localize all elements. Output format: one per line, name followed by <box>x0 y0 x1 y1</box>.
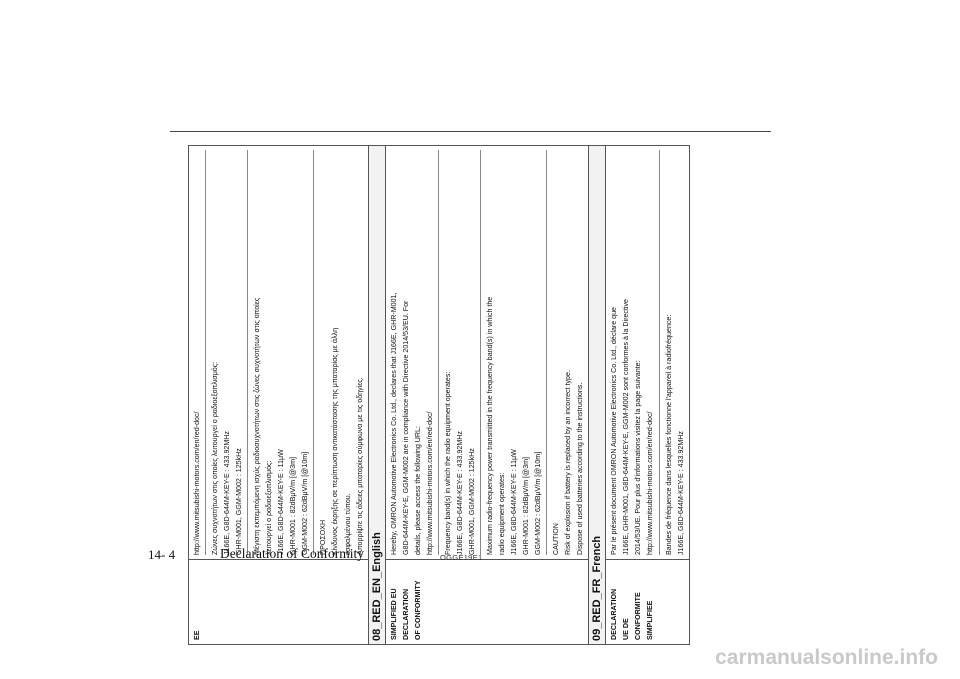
label-line: DECLARATION <box>401 588 410 640</box>
text-line: GHR-M001 : 82dBμV/m [@3m] <box>522 456 531 555</box>
text-line: Bandes de fréquence dans lesquelles fonctionne l'appareil à radiofréquence: <box>664 314 673 555</box>
ee-frequency-block <box>209 150 248 555</box>
label-line: DECLARATION <box>610 588 619 640</box>
text-line: Κίνδυνος έκρηξης σε περίπτωση αντικατάστασης της μπαταρίας με άλλη <box>331 327 340 555</box>
ee-power-block <box>251 150 314 555</box>
en-power-block <box>484 150 547 555</box>
fr-url: http://www.mitsubishi-motors.com/en/red-doc/ <box>646 411 655 555</box>
row-label-ee: EE <box>189 560 369 645</box>
label-line: CONFORMITE <box>634 592 643 640</box>
text-line: J166E, G8D-644M-KEY-E : 433.92MHz <box>676 431 685 555</box>
text-line: Par le présent document OMRON Automotive Electronics Co. Ltd., déclare que <box>610 306 619 555</box>
en-declaration-block <box>388 150 439 555</box>
ee-content <box>189 146 369 560</box>
text-line: GHR-M001, GGM-M002 : 125kHz <box>235 448 244 555</box>
text-line: J166E, G8D-644M-KEY-E : 11μW <box>510 449 519 555</box>
rotated-page-content <box>188 145 771 645</box>
row-label-en <box>385 560 589 645</box>
text-line: J166E, G8D-644M-KEY-E : 11μW <box>277 449 286 555</box>
header-rule <box>170 131 771 132</box>
en-caution-block <box>550 150 586 555</box>
text-line: GHR-M001 : 82dBμV/m [@3m] <box>289 456 298 555</box>
text-line: GGM-M002 : 62dBμV/m [@10m] <box>534 451 543 555</box>
text-line: J166E, GHR-M001, G8D-644M-KEY-E, GGM-M002 sont conformes à la Directive <box>622 299 631 555</box>
text-line: J166E, G8D-644M-KEY-E : 433.92MHz <box>223 431 232 555</box>
text-line: Ζώνες συχνοτήτων στις οποίες λειτουργεί ο ραδιοεξοπλισμός: <box>211 361 220 555</box>
page-number: 14- 4 <box>148 547 176 562</box>
label-line: OF CONFORMITY <box>413 580 422 640</box>
row-label-fr <box>606 560 689 645</box>
label-line: UE DE <box>622 618 631 640</box>
footer-watermark: carmanualsonline.info <box>715 646 938 669</box>
ee-caution-block <box>317 150 365 555</box>
table-row <box>385 146 589 645</box>
text-line: Dispose of used batteries according to the instructions. <box>576 382 585 555</box>
text-line: Maximum radio-frequency power transmitted in the frequency band(s) in which the <box>485 296 494 555</box>
text-line: GHR-M001, GGM-M002 : 125kHz <box>467 448 476 555</box>
ee-url: http://www.mitsubishi-motors.com/en/red-doc/ <box>193 411 201 555</box>
text-line: εσφαλμένου τύπου. <box>343 493 352 555</box>
en-frequency-block <box>442 150 481 555</box>
text-line: details, please access the following URL: <box>413 426 422 555</box>
text-line: CAUTION <box>552 523 561 555</box>
en-url: http://www.mitsubishi-motors.com/en/red-doc/ <box>425 411 434 555</box>
label-line: SIMPLIFIED EU <box>389 588 398 640</box>
declaration-table <box>188 145 690 645</box>
ee-url-block <box>191 150 206 555</box>
text-line: Frequency band(s) in which the radio equipment operates: <box>443 371 452 555</box>
section-header-french <box>589 146 606 645</box>
fr-declaration-block <box>608 150 659 555</box>
text-line: J166E, G8D-644M-KEY-E : 433.92MHz <box>455 431 464 555</box>
en-content <box>385 146 589 560</box>
text-line: Risk of explosion if battery is replaced by an incorrect type. <box>564 370 573 555</box>
text-line: λειτουργεί ο ραδιοεξοπλισμός: <box>265 460 274 555</box>
section-title: 08_RED_EN_English <box>368 146 385 645</box>
fr-content <box>606 146 689 560</box>
text-line: Hereby, OMRON Automotive Electronics Co. Ltd., declares that J166E, GHR-M001, <box>389 292 398 555</box>
label-line: SIMPLIFIEE <box>646 600 655 640</box>
text-line: ΠΡΟΣΟΧΗ <box>319 519 328 555</box>
fr-frequency-block <box>663 150 687 555</box>
table-row <box>189 146 369 645</box>
section-title: 09_RED_FR_French <box>589 146 606 645</box>
text-line: 2014/53/UE. Pour plus d'informations visitez la page suivante: <box>634 360 643 555</box>
table-row <box>606 146 689 645</box>
document-code: OGGE19E1 <box>440 553 483 562</box>
text-line: G8D-644M-KEY-E, GGM-M002 are in compliance with Directive 2014/53/EU. For <box>401 300 410 555</box>
section-header-english <box>368 146 385 645</box>
text-line: Απορρίψτε τις άδειες μπαταρίες σύμφωνα με τις οδηγίες. <box>355 377 364 555</box>
text-line: radio equipment operates: <box>497 472 506 555</box>
text-line: GGM-M002 : 62dBμV/m [@10m] <box>301 451 310 555</box>
text-line: Μέγιστη εκπεμπόμενη ισχύς ραδιοσυχνοτήτων στις ζώνες συχνοτήτων στις οποίες <box>253 297 262 555</box>
page-title: Declaration of Conformity <box>220 546 364 561</box>
